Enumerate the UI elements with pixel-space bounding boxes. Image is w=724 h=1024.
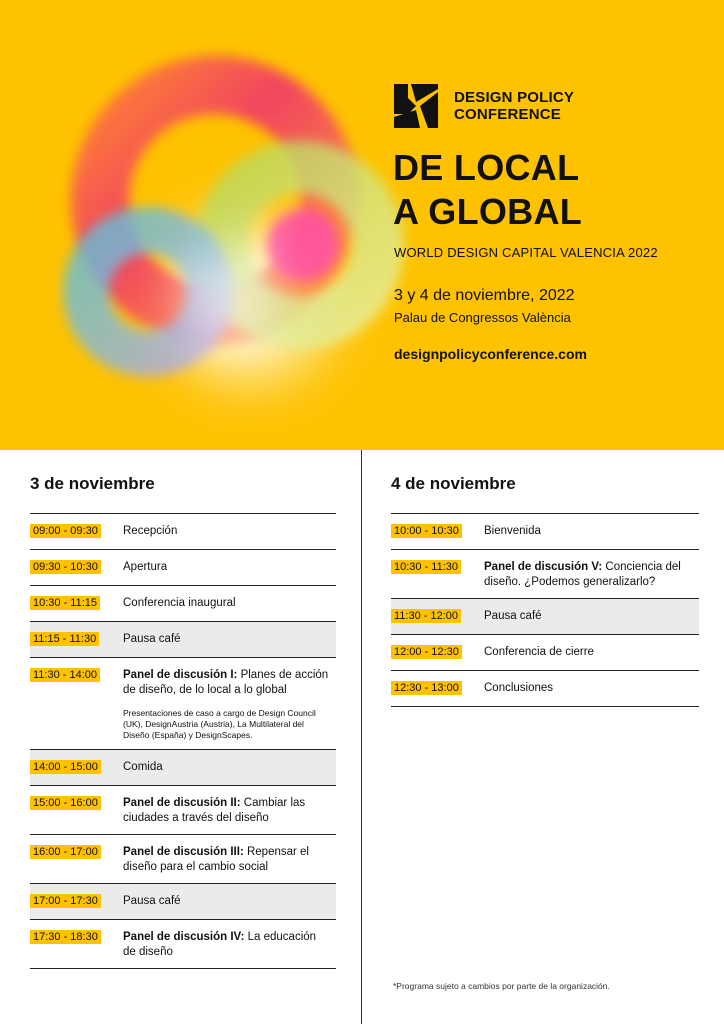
event-venue: Palau de Congressos València — [394, 310, 571, 325]
website-link[interactable]: designpolicyconference.com — [394, 346, 587, 362]
session-title — [123, 596, 332, 611]
time-badge: 16:00 - 17:00 — [30, 845, 101, 859]
schedule-row — [30, 658, 336, 750]
time-badge: 10:30 - 11:15 — [30, 596, 100, 610]
session-content — [123, 835, 336, 883]
session-title — [123, 632, 332, 647]
session-content — [123, 920, 336, 968]
hero-banner — [0, 0, 724, 450]
schedule-row — [30, 550, 336, 586]
session-content — [123, 750, 336, 783]
day1-column — [30, 450, 336, 969]
time-badge: 14:00 - 15:00 — [30, 760, 101, 774]
time-badge: 11:30 - 12:00 — [391, 609, 461, 623]
session-title — [123, 668, 332, 698]
conference-logo-icon — [394, 84, 438, 128]
headline-line-1: DE LOCAL — [393, 147, 580, 188]
time-badge: 10:00 - 10:30 — [391, 524, 462, 538]
session-title — [484, 645, 695, 660]
panel-label: Panel de discusión II: — [123, 797, 241, 809]
session-text: Apertura — [123, 561, 168, 573]
time-badge: 17:00 - 17:30 — [30, 894, 101, 908]
schedule-row — [391, 550, 699, 599]
abstract-rings-illustration — [0, 0, 724, 450]
schedule-row — [30, 920, 336, 969]
session-note: Presentaciones de caso a cargo de Design Council (UK), DesignAustria (Austria), La Multilateral del Diseño (España) y DesignScapes. — [123, 708, 316, 740]
session-title — [484, 681, 695, 696]
session-title — [123, 760, 332, 775]
panel-label: Panel de discusión V: — [484, 561, 603, 573]
session-title — [123, 930, 332, 960]
time-badge: 17:30 - 18:30 — [30, 930, 101, 944]
headline — [393, 146, 582, 234]
session-content — [123, 514, 336, 547]
session-text: Pausa café — [123, 895, 181, 907]
panel-label: Panel de discusión III: — [123, 846, 244, 858]
session-content — [123, 658, 336, 749]
schedule-row — [30, 786, 336, 835]
schedule-row — [30, 514, 336, 550]
session-content — [123, 622, 336, 655]
session-text: Pausa café — [123, 633, 181, 645]
session-title — [123, 894, 332, 909]
schedule-row — [30, 884, 336, 920]
session-content — [123, 586, 336, 619]
time-badge: 15:00 - 16:00 — [30, 796, 101, 810]
session-text: Conciencia del diseño. ¿Podemos generalizarlo? — [484, 561, 681, 588]
day2-column — [391, 450, 699, 707]
schedule-row — [391, 599, 699, 635]
time-badge: 11:15 - 11:30 — [30, 632, 99, 646]
session-title — [123, 796, 332, 826]
session-text: Recepción — [123, 525, 178, 537]
day1-schedule — [30, 513, 336, 969]
event-dates: 3 y 4 de noviembre, 2022 — [394, 287, 575, 304]
time-badge: 09:00 - 09:30 — [30, 524, 101, 538]
panel-label: Panel de discusión IV: — [123, 931, 245, 943]
headline-line-2: A GLOBAL — [393, 191, 583, 232]
logo-wordmark — [454, 89, 574, 123]
session-title — [484, 609, 695, 624]
time-badge: 09:30 - 10:30 — [30, 560, 101, 574]
session-text: La educación de diseño — [123, 931, 317, 958]
session-text: Conferencia inaugural — [123, 597, 236, 609]
session-title — [123, 524, 332, 539]
schedule-row — [30, 835, 336, 884]
time-badge: 10:30 - 11:30 — [391, 560, 461, 574]
session-text: Conclusiones — [484, 682, 554, 694]
logo-line-1: DESIGN POLICY — [454, 89, 575, 106]
session-content — [484, 514, 699, 547]
logo-line-2: CONFERENCE — [454, 106, 562, 123]
subtitle: WORLD DESIGN CAPITAL VALENCIA 2022 — [394, 245, 658, 260]
session-text: Bienvenida — [484, 525, 541, 537]
session-title — [123, 845, 332, 875]
schedule-row — [391, 671, 699, 707]
session-text: Conferencia de cierre — [484, 646, 594, 658]
schedule-row — [391, 514, 699, 550]
session-title — [484, 524, 695, 539]
column-divider — [361, 450, 362, 1024]
session-title — [123, 560, 332, 575]
schedule-row — [391, 635, 699, 671]
session-content — [484, 550, 699, 598]
session-text: Pausa café — [484, 610, 542, 622]
day1-title: 3 de noviembre — [30, 474, 155, 493]
time-badge: 11:30 - 14:00 — [30, 668, 100, 682]
session-content — [123, 786, 336, 834]
session-content — [484, 599, 699, 632]
session-title — [484, 560, 695, 590]
session-content — [123, 884, 336, 917]
time-badge: 12:00 - 12:30 — [391, 645, 462, 659]
footnote: *Programa sujeto a cambios por parte de la organización. — [393, 981, 610, 991]
session-text: Planes de acción de diseño, de lo local a lo global — [123, 669, 329, 696]
session-content — [484, 635, 699, 668]
session-content — [484, 671, 699, 704]
time-badge: 12:30 - 13:00 — [391, 681, 462, 695]
panel-label: Panel de discusión I: — [123, 669, 238, 681]
conference-logo — [394, 84, 574, 128]
session-content — [123, 550, 336, 583]
session-text: Cambiar las ciudades a través del diseño — [123, 797, 306, 824]
session-text: Comida — [123, 761, 163, 773]
session-text: Repensar el diseño para el cambio social — [123, 846, 309, 873]
day2-schedule — [391, 513, 699, 707]
day2-title: 4 de noviembre — [391, 474, 516, 493]
schedule-row — [30, 586, 336, 622]
schedule-row — [30, 622, 336, 658]
schedule-row — [30, 750, 336, 786]
